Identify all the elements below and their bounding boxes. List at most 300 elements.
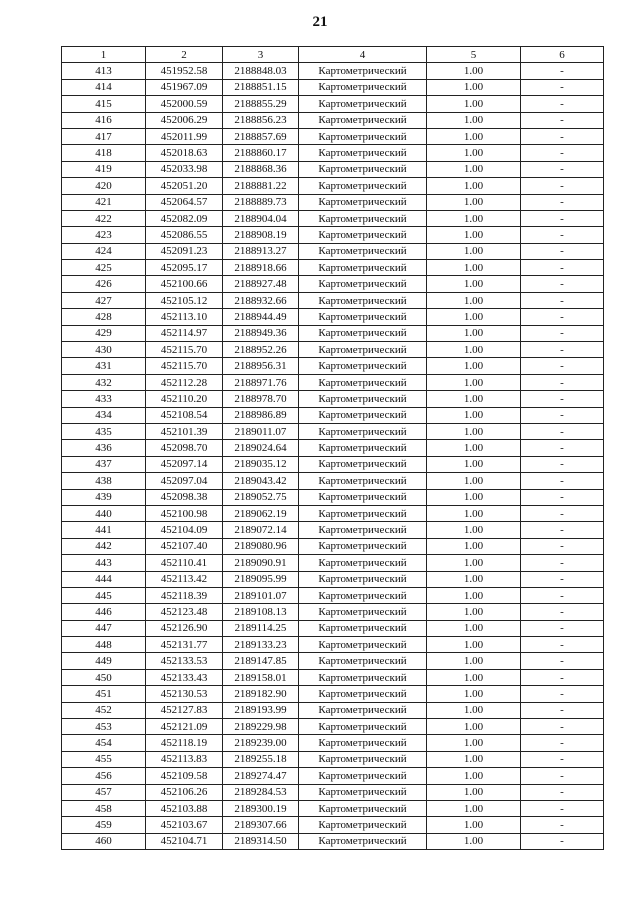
accuracy-cell: 1.00 — [427, 751, 521, 767]
note-cell: - — [521, 587, 604, 603]
method-cell: Картометрический — [299, 817, 427, 833]
note-cell: - — [521, 374, 604, 390]
method-cell: Картометрический — [299, 571, 427, 587]
x-coordinate-cell: 452110.41 — [146, 555, 223, 571]
y-coordinate-cell: 2188949.36 — [223, 325, 299, 341]
y-coordinate-cell: 2189095.99 — [223, 571, 299, 587]
method-cell: Картометрический — [299, 751, 427, 767]
table-row — [62, 522, 604, 538]
x-coordinate-cell: 452103.88 — [146, 800, 223, 816]
point-number-cell: 440 — [62, 505, 146, 521]
y-coordinate-cell: 2188978.70 — [223, 391, 299, 407]
accuracy-cell: 1.00 — [427, 112, 521, 128]
y-coordinate-cell: 2188913.27 — [223, 243, 299, 259]
accuracy-cell: 1.00 — [427, 440, 521, 456]
point-number-cell: 415 — [62, 96, 146, 112]
y-coordinate-cell: 2188856.23 — [223, 112, 299, 128]
point-number-cell: 439 — [62, 489, 146, 505]
table-row — [62, 620, 604, 636]
method-cell: Картометрический — [299, 79, 427, 95]
y-coordinate-cell: 2189255.18 — [223, 751, 299, 767]
method-cell: Картометрический — [299, 194, 427, 210]
table-row — [62, 686, 604, 702]
note-cell: - — [521, 735, 604, 751]
point-number-cell: 419 — [62, 161, 146, 177]
method-cell: Картометрический — [299, 456, 427, 472]
note-cell: - — [521, 833, 604, 849]
point-number-cell: 452 — [62, 702, 146, 718]
x-coordinate-cell: 452011.99 — [146, 128, 223, 144]
x-coordinate-cell: 452018.63 — [146, 145, 223, 161]
x-coordinate-cell: 452086.55 — [146, 227, 223, 243]
method-cell: Картометрический — [299, 227, 427, 243]
x-coordinate-cell: 452064.57 — [146, 194, 223, 210]
accuracy-cell: 1.00 — [427, 800, 521, 816]
y-coordinate-cell: 2189193.99 — [223, 702, 299, 718]
note-cell: - — [521, 63, 604, 79]
point-number-cell: 425 — [62, 260, 146, 276]
x-coordinate-cell: 452133.43 — [146, 669, 223, 685]
point-number-cell: 424 — [62, 243, 146, 259]
y-coordinate-cell: 2188986.89 — [223, 407, 299, 423]
table-row — [62, 391, 604, 407]
point-number-cell: 432 — [62, 374, 146, 390]
method-cell: Картометрический — [299, 161, 427, 177]
method-cell: Картометрический — [299, 358, 427, 374]
accuracy-cell: 1.00 — [427, 768, 521, 784]
note-cell: - — [521, 571, 604, 587]
accuracy-cell: 1.00 — [427, 407, 521, 423]
y-coordinate-cell: 2189080.96 — [223, 538, 299, 554]
table-row — [62, 79, 604, 95]
table-row — [62, 768, 604, 784]
method-cell: Картометрический — [299, 210, 427, 226]
method-cell: Картометрический — [299, 604, 427, 620]
note-cell: - — [521, 702, 604, 718]
accuracy-cell: 1.00 — [427, 309, 521, 325]
y-coordinate-cell: 2189101.07 — [223, 587, 299, 603]
accuracy-cell: 1.00 — [427, 489, 521, 505]
point-number-cell: 453 — [62, 719, 146, 735]
note-cell: - — [521, 440, 604, 456]
note-cell: - — [521, 112, 604, 128]
x-coordinate-cell: 452006.29 — [146, 112, 223, 128]
table-row — [62, 735, 604, 751]
note-cell: - — [521, 178, 604, 194]
point-number-cell: 438 — [62, 473, 146, 489]
method-cell: Картометрический — [299, 96, 427, 112]
accuracy-cell: 1.00 — [427, 587, 521, 603]
method-cell: Картометрический — [299, 505, 427, 521]
y-coordinate-cell: 2188927.48 — [223, 276, 299, 292]
method-cell: Картометрический — [299, 374, 427, 390]
accuracy-cell: 1.00 — [427, 522, 521, 538]
note-cell: - — [521, 309, 604, 325]
note-cell: - — [521, 96, 604, 112]
accuracy-cell: 1.00 — [427, 505, 521, 521]
note-cell: - — [521, 423, 604, 439]
method-cell: Картометрический — [299, 309, 427, 325]
point-number-cell: 430 — [62, 342, 146, 358]
y-coordinate-cell: 2188889.73 — [223, 194, 299, 210]
note-cell: - — [521, 669, 604, 685]
accuracy-cell: 1.00 — [427, 571, 521, 587]
method-cell: Картометрический — [299, 63, 427, 79]
note-cell: - — [521, 637, 604, 653]
method-cell: Картометрический — [299, 620, 427, 636]
table-row — [62, 702, 604, 718]
x-coordinate-cell: 452113.83 — [146, 751, 223, 767]
y-coordinate-cell: 2188932.66 — [223, 292, 299, 308]
method-cell: Картометрический — [299, 145, 427, 161]
x-coordinate-cell: 451967.09 — [146, 79, 223, 95]
x-coordinate-cell: 452118.39 — [146, 587, 223, 603]
method-cell: Картометрический — [299, 784, 427, 800]
table-row — [62, 473, 604, 489]
table-row — [62, 784, 604, 800]
x-coordinate-cell: 452100.98 — [146, 505, 223, 521]
table-row — [62, 194, 604, 210]
x-coordinate-cell: 452051.20 — [146, 178, 223, 194]
y-coordinate-cell: 2189024.64 — [223, 440, 299, 456]
method-cell: Картометрический — [299, 587, 427, 603]
point-number-cell: 429 — [62, 325, 146, 341]
point-number-cell: 455 — [62, 751, 146, 767]
column-header: 6 — [521, 47, 604, 63]
accuracy-cell: 1.00 — [427, 833, 521, 849]
method-cell: Картометрический — [299, 800, 427, 816]
accuracy-cell: 1.00 — [427, 63, 521, 79]
note-cell: - — [521, 768, 604, 784]
table-row — [62, 637, 604, 653]
method-cell: Картометрический — [299, 768, 427, 784]
method-cell: Картометрический — [299, 735, 427, 751]
note-cell: - — [521, 522, 604, 538]
note-cell: - — [521, 161, 604, 177]
y-coordinate-cell: 2188860.17 — [223, 145, 299, 161]
note-cell: - — [521, 505, 604, 521]
table-row — [62, 260, 604, 276]
point-number-cell: 457 — [62, 784, 146, 800]
x-coordinate-cell: 452091.23 — [146, 243, 223, 259]
table-row — [62, 128, 604, 144]
table-row — [62, 800, 604, 816]
accuracy-cell: 1.00 — [427, 702, 521, 718]
y-coordinate-cell: 2189133.23 — [223, 637, 299, 653]
accuracy-cell: 1.00 — [427, 637, 521, 653]
point-number-cell: 454 — [62, 735, 146, 751]
table-row — [62, 96, 604, 112]
y-coordinate-cell: 2188908.19 — [223, 227, 299, 243]
note-cell: - — [521, 538, 604, 554]
table-row — [62, 178, 604, 194]
accuracy-cell: 1.00 — [427, 669, 521, 685]
table-row — [62, 374, 604, 390]
accuracy-cell: 1.00 — [427, 227, 521, 243]
y-coordinate-cell: 2188944.49 — [223, 309, 299, 325]
method-cell: Картометрический — [299, 276, 427, 292]
accuracy-cell: 1.00 — [427, 342, 521, 358]
point-number-cell: 436 — [62, 440, 146, 456]
note-cell: - — [521, 653, 604, 669]
x-coordinate-cell: 452095.17 — [146, 260, 223, 276]
method-cell: Картометрический — [299, 178, 427, 194]
note-cell: - — [521, 489, 604, 505]
table-row — [62, 292, 604, 308]
note-cell: - — [521, 817, 604, 833]
note-cell: - — [521, 407, 604, 423]
y-coordinate-cell: 2189239.00 — [223, 735, 299, 751]
table-row — [62, 751, 604, 767]
point-number-cell: 450 — [62, 669, 146, 685]
column-header: 4 — [299, 47, 427, 63]
accuracy-cell: 1.00 — [427, 784, 521, 800]
note-cell: - — [521, 342, 604, 358]
method-cell: Картометрический — [299, 342, 427, 358]
table-row — [62, 669, 604, 685]
accuracy-cell: 1.00 — [427, 391, 521, 407]
y-coordinate-cell: 2189090.91 — [223, 555, 299, 571]
method-cell: Картометрический — [299, 702, 427, 718]
point-number-cell: 426 — [62, 276, 146, 292]
table-row — [62, 112, 604, 128]
x-coordinate-cell: 452110.20 — [146, 391, 223, 407]
point-number-cell: 448 — [62, 637, 146, 653]
y-coordinate-cell: 2189300.19 — [223, 800, 299, 816]
method-cell: Картометрический — [299, 243, 427, 259]
note-cell: - — [521, 800, 604, 816]
table-row — [62, 571, 604, 587]
y-coordinate-cell: 2188868.36 — [223, 161, 299, 177]
x-coordinate-cell: 452133.53 — [146, 653, 223, 669]
method-cell: Картометрический — [299, 669, 427, 685]
y-coordinate-cell: 2188855.29 — [223, 96, 299, 112]
column-header: 1 — [62, 47, 146, 63]
y-coordinate-cell: 2188848.03 — [223, 63, 299, 79]
y-coordinate-cell: 2188918.66 — [223, 260, 299, 276]
accuracy-cell: 1.00 — [427, 128, 521, 144]
x-coordinate-cell: 452113.10 — [146, 309, 223, 325]
point-number-cell: 451 — [62, 686, 146, 702]
note-cell: - — [521, 719, 604, 735]
point-number-cell: 427 — [62, 292, 146, 308]
point-number-cell: 433 — [62, 391, 146, 407]
table-row — [62, 555, 604, 571]
y-coordinate-cell: 2188971.76 — [223, 374, 299, 390]
table-row — [62, 505, 604, 521]
table-row — [62, 653, 604, 669]
x-coordinate-cell: 452103.67 — [146, 817, 223, 833]
y-coordinate-cell: 2188881.22 — [223, 178, 299, 194]
accuracy-cell: 1.00 — [427, 194, 521, 210]
accuracy-cell: 1.00 — [427, 292, 521, 308]
point-number-cell: 449 — [62, 653, 146, 669]
y-coordinate-cell: 2189284.53 — [223, 784, 299, 800]
method-cell: Картометрический — [299, 653, 427, 669]
point-number-cell: 416 — [62, 112, 146, 128]
point-number-cell: 417 — [62, 128, 146, 144]
x-coordinate-cell: 452033.98 — [146, 161, 223, 177]
table-row — [62, 538, 604, 554]
note-cell: - — [521, 751, 604, 767]
accuracy-cell: 1.00 — [427, 686, 521, 702]
method-cell: Картометрический — [299, 260, 427, 276]
y-coordinate-cell: 2189147.85 — [223, 653, 299, 669]
accuracy-cell: 1.00 — [427, 653, 521, 669]
table-body — [62, 63, 604, 850]
x-coordinate-cell: 452098.38 — [146, 489, 223, 505]
y-coordinate-cell: 2189108.13 — [223, 604, 299, 620]
note-cell: - — [521, 227, 604, 243]
table-row — [62, 342, 604, 358]
y-coordinate-cell: 2188904.04 — [223, 210, 299, 226]
y-coordinate-cell: 2188952.26 — [223, 342, 299, 358]
y-coordinate-cell: 2189062.19 — [223, 505, 299, 521]
point-number-cell: 458 — [62, 800, 146, 816]
point-number-cell: 418 — [62, 145, 146, 161]
method-cell: Картометрический — [299, 473, 427, 489]
point-number-cell: 431 — [62, 358, 146, 374]
method-cell: Картометрический — [299, 292, 427, 308]
point-number-cell: 446 — [62, 604, 146, 620]
point-number-cell: 441 — [62, 522, 146, 538]
x-coordinate-cell: 452097.14 — [146, 456, 223, 472]
column-header: 3 — [223, 47, 299, 63]
note-cell: - — [521, 243, 604, 259]
table-row — [62, 145, 604, 161]
method-cell: Картометрический — [299, 391, 427, 407]
point-number-cell: 445 — [62, 587, 146, 603]
y-coordinate-cell: 2189229.98 — [223, 719, 299, 735]
x-coordinate-cell: 452104.71 — [146, 833, 223, 849]
x-coordinate-cell: 452107.40 — [146, 538, 223, 554]
x-coordinate-cell: 452105.12 — [146, 292, 223, 308]
note-cell: - — [521, 473, 604, 489]
method-cell: Картометрический — [299, 686, 427, 702]
x-coordinate-cell: 452115.70 — [146, 342, 223, 358]
table-row — [62, 587, 604, 603]
page-number: 21 — [312, 14, 328, 30]
x-coordinate-cell: 452123.48 — [146, 604, 223, 620]
accuracy-cell: 1.00 — [427, 325, 521, 341]
x-coordinate-cell: 452131.77 — [146, 637, 223, 653]
y-coordinate-cell: 2189307.66 — [223, 817, 299, 833]
method-cell: Картометрический — [299, 833, 427, 849]
x-coordinate-cell: 452115.70 — [146, 358, 223, 374]
x-coordinate-cell: 452108.54 — [146, 407, 223, 423]
accuracy-cell: 1.00 — [427, 178, 521, 194]
accuracy-cell: 1.00 — [427, 374, 521, 390]
y-coordinate-cell: 2189314.50 — [223, 833, 299, 849]
y-coordinate-cell: 2189011.07 — [223, 423, 299, 439]
table-row — [62, 309, 604, 325]
y-coordinate-cell: 2189114.25 — [223, 620, 299, 636]
note-cell: - — [521, 391, 604, 407]
accuracy-cell: 1.00 — [427, 456, 521, 472]
point-number-cell: 413 — [62, 63, 146, 79]
point-number-cell: 434 — [62, 407, 146, 423]
note-cell: - — [521, 194, 604, 210]
x-coordinate-cell: 452098.70 — [146, 440, 223, 456]
note-cell: - — [521, 620, 604, 636]
y-coordinate-cell: 2189035.12 — [223, 456, 299, 472]
method-cell: Картометрический — [299, 128, 427, 144]
point-number-cell: 460 — [62, 833, 146, 849]
x-coordinate-cell: 452121.09 — [146, 719, 223, 735]
table-row — [62, 325, 604, 341]
point-number-cell: 423 — [62, 227, 146, 243]
method-cell: Картометрический — [299, 440, 427, 456]
point-number-cell: 459 — [62, 817, 146, 833]
accuracy-cell: 1.00 — [427, 243, 521, 259]
method-cell: Картометрический — [299, 407, 427, 423]
note-cell: - — [521, 358, 604, 374]
point-number-cell: 414 — [62, 79, 146, 95]
table-row — [62, 817, 604, 833]
column-header: 2 — [146, 47, 223, 63]
point-number-cell: 422 — [62, 210, 146, 226]
table-row — [62, 489, 604, 505]
note-cell: - — [521, 686, 604, 702]
x-coordinate-cell: 452126.90 — [146, 620, 223, 636]
note-cell: - — [521, 325, 604, 341]
table-row — [62, 161, 604, 177]
x-coordinate-cell: 452118.19 — [146, 735, 223, 751]
method-cell: Картометрический — [299, 719, 427, 735]
accuracy-cell: 1.00 — [427, 555, 521, 571]
accuracy-cell: 1.00 — [427, 210, 521, 226]
method-cell: Картометрический — [299, 489, 427, 505]
method-cell: Картометрический — [299, 112, 427, 128]
x-coordinate-cell: 452100.66 — [146, 276, 223, 292]
x-coordinate-cell: 452082.09 — [146, 210, 223, 226]
point-number-cell: 421 — [62, 194, 146, 210]
y-coordinate-cell: 2188851.15 — [223, 79, 299, 95]
accuracy-cell: 1.00 — [427, 473, 521, 489]
note-cell: - — [521, 260, 604, 276]
method-cell: Картометрический — [299, 637, 427, 653]
point-number-cell: 428 — [62, 309, 146, 325]
accuracy-cell: 1.00 — [427, 735, 521, 751]
note-cell: - — [521, 456, 604, 472]
x-coordinate-cell: 452000.59 — [146, 96, 223, 112]
method-cell: Картометрический — [299, 555, 427, 571]
table-row — [62, 243, 604, 259]
y-coordinate-cell: 2189158.01 — [223, 669, 299, 685]
y-coordinate-cell: 2189043.42 — [223, 473, 299, 489]
accuracy-cell: 1.00 — [427, 276, 521, 292]
x-coordinate-cell: 452101.39 — [146, 423, 223, 439]
point-number-cell: 437 — [62, 456, 146, 472]
point-number-cell: 444 — [62, 571, 146, 587]
note-cell: - — [521, 784, 604, 800]
x-coordinate-cell: 452106.26 — [146, 784, 223, 800]
table-row — [62, 358, 604, 374]
accuracy-cell: 1.00 — [427, 145, 521, 161]
note-cell: - — [521, 292, 604, 308]
method-cell: Картометрический — [299, 423, 427, 439]
table-row — [62, 604, 604, 620]
table-header-row — [62, 47, 604, 63]
y-coordinate-cell: 2189182.90 — [223, 686, 299, 702]
coordinates-table — [61, 46, 604, 850]
x-coordinate-cell: 451952.58 — [146, 63, 223, 79]
note-cell: - — [521, 79, 604, 95]
accuracy-cell: 1.00 — [427, 423, 521, 439]
table-row — [62, 227, 604, 243]
accuracy-cell: 1.00 — [427, 604, 521, 620]
table-row — [62, 423, 604, 439]
